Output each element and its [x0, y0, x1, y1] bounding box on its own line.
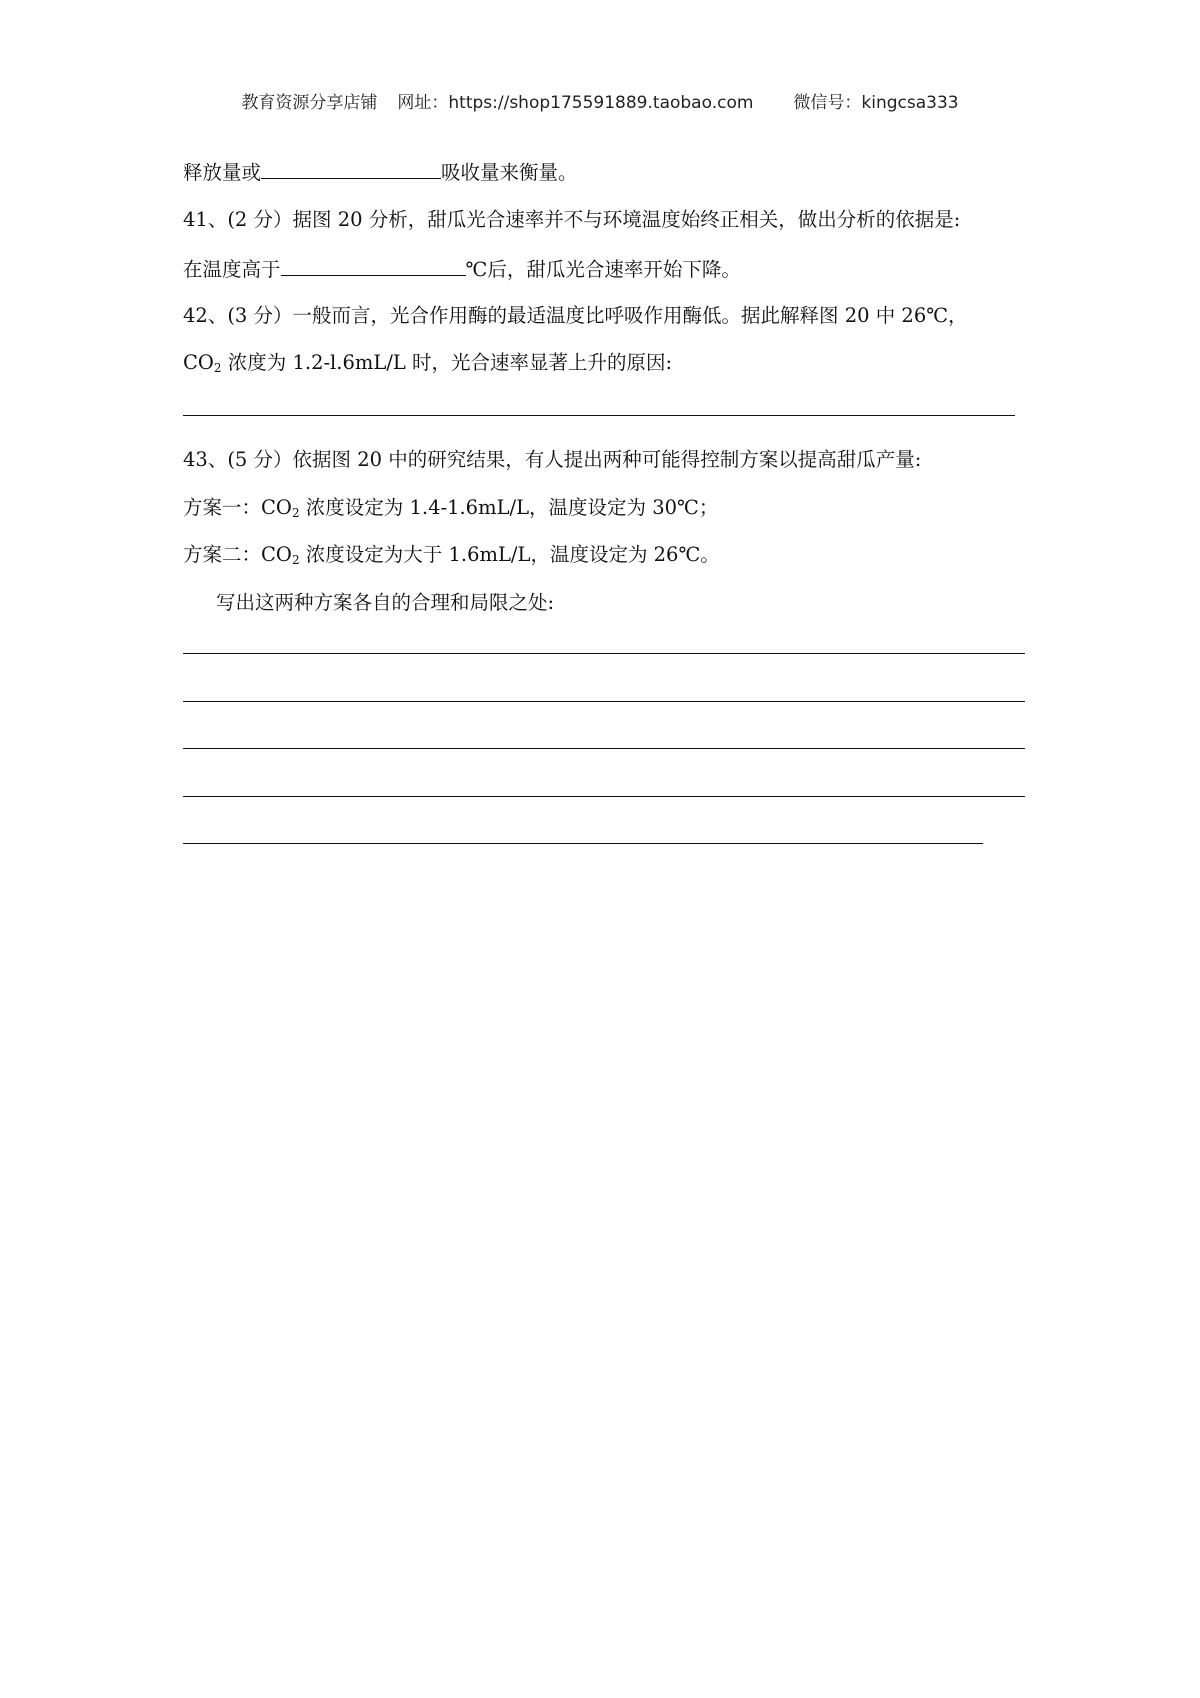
wechat-id: kingcsa333	[861, 93, 959, 113]
plan2-label: 方案二：	[183, 543, 262, 566]
url-label: 网址：	[397, 93, 449, 113]
q41-line1: 41、(2 分）据图 20 分析，甜瓜光合速率并不与环境温度始终正相关，做出分析的依据是:	[183, 208, 961, 231]
shop-name: 教育资源分享店铺	[241, 93, 378, 113]
q43-answer-line-4[interactable]	[183, 796, 1025, 797]
q43-plan2	[183, 542, 720, 568]
q43-answer-line-5[interactable]	[183, 843, 983, 844]
q42-line2-rest: 浓度为 1.2-l.6mL/L 时，光合速率显著上升的原因:	[221, 351, 673, 374]
q42-line1: 42、(3 分）一般而言，光合作用酶的最适温度比呼吸作用酶低。据此解释图 20 中 26℃，	[183, 304, 968, 327]
co2-subscript: 2	[291, 553, 300, 567]
q41-prefix: 在温度高于	[183, 258, 281, 281]
wechat-label: 微信号：	[793, 93, 862, 113]
plan2-text: 浓度设定为大于 1.6mL/L，温度设定为 26℃。	[299, 543, 720, 566]
q43-answer-line-2[interactable]	[183, 701, 1025, 702]
plan1-label: 方案一：	[183, 496, 262, 519]
co2-text: CO	[261, 543, 292, 566]
co2-text: CO	[261, 496, 292, 519]
q43-instruction: 写出这两种方案各自的合理和局限之处:	[216, 591, 555, 614]
co2-subscript: 2	[213, 361, 222, 375]
q43-answer-line-1[interactable]	[183, 653, 1025, 654]
co2-text: CO	[183, 351, 214, 374]
q41-suffix: ℃后，甜瓜光合速率开始下降。	[465, 258, 741, 281]
q40-suffix: 吸收量来衡量。	[441, 161, 578, 184]
q40-answer-blank[interactable]	[261, 158, 441, 179]
page-header	[0, 88, 1200, 113]
shop-url: https://shop175591889.taobao.com	[448, 93, 754, 113]
q43-line1: 43、(5 分）依据图 20 中的研究结果，有人提出两种可能得控制方案以提高甜瓜产量:	[183, 448, 922, 471]
q40-prefix: 释放量或	[183, 161, 262, 184]
q41-line2	[183, 255, 741, 283]
q43-answer-line-3[interactable]	[183, 748, 1025, 749]
q43-plan1	[183, 495, 718, 521]
co2-subscript: 2	[291, 506, 300, 520]
q41-answer-blank[interactable]	[281, 255, 466, 276]
q40-tail-line	[183, 158, 578, 186]
q42-answer-line[interactable]	[183, 415, 1015, 416]
plan1-text: 浓度设定为 1.4-1.6mL/L，温度设定为 30℃；	[299, 496, 719, 519]
q42-line2	[183, 350, 672, 376]
